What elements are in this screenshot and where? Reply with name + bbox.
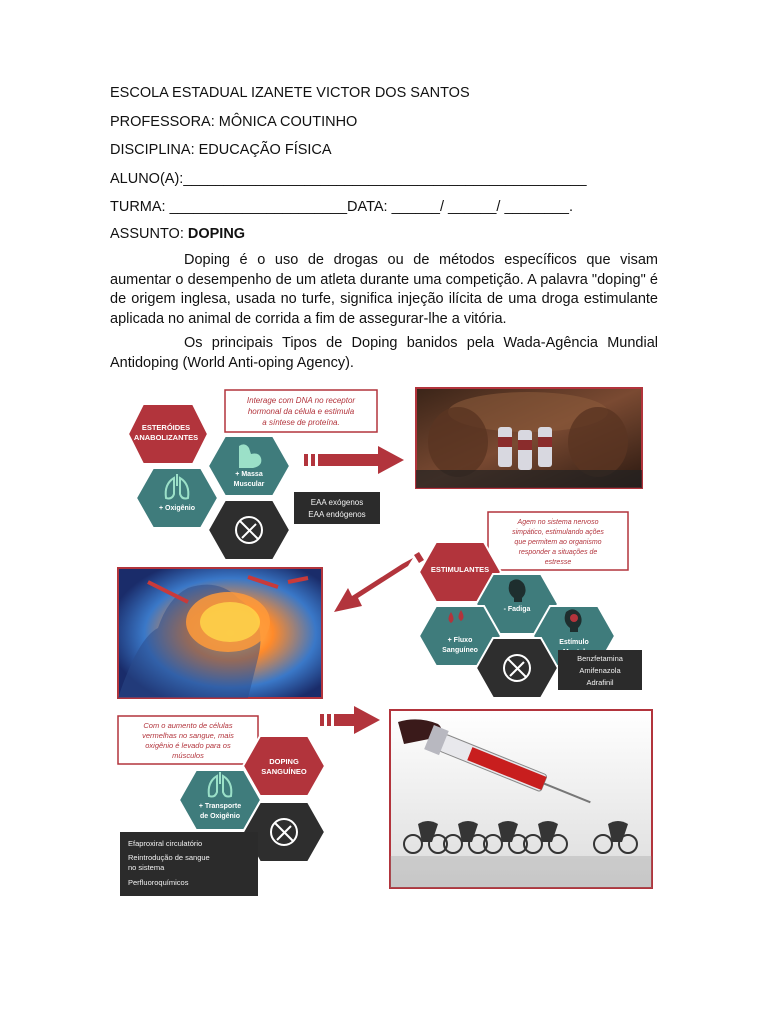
topic-label: ASSUNTO: [110, 226, 188, 242]
class-date-line: TURMA: ______________________DATA: ______/ ______/ ________. [110, 199, 574, 215]
effect-muscle-line2: Muscular [233, 481, 265, 488]
stimulants-note-line1: Agem no sistema nervoso [517, 519, 599, 526]
steroids-category-line1: ESTERÓIDES [141, 423, 191, 432]
blood-note-line3: oxigênio é levado para os [145, 741, 231, 750]
blood-category-line2: SANGUÍNEO [261, 767, 307, 776]
steroids-list-line1: EAA exógenos [310, 498, 364, 507]
blood-note-line1: Com o aumento de células [143, 721, 233, 730]
bodybuilder-photo [416, 388, 642, 488]
effect-oxygen: + Oxigênio [159, 505, 195, 512]
effect-blood-flow-line1: + Fluxo [447, 637, 473, 644]
blood-list-line1: Efaproxiral circulatório [128, 839, 203, 848]
section-blood-doping [118, 706, 652, 896]
paragraph-definition-text: Doping é o uso de drogas ou de métodos específicos que visam aumentar o desempenho de um atleta durante uma competição. A palavra "doping" é de origem inglesa, usada no turfe, significa injeção ilícita de uma droga estimulante aplicada no animal de corrida a fim de assegurar-lhe a vitória. [110, 252, 658, 327]
stimulants-note-line3: que permitem ao organismo [514, 539, 602, 546]
effect-muscle-line1: + Massa [235, 471, 263, 478]
paragraph-types-text: Os principais Tipos de Doping banidos pela Wada-Agência Mundial Antidoping (World Anti-oping Agency). [110, 335, 658, 371]
stimulants-note-line2: simpático, estimulando ações [512, 529, 604, 536]
blood-category-line1: DOPING [269, 757, 299, 766]
steroids-note-line2: hormonal da célula e estimula [247, 407, 355, 416]
topic-value: DOPING [187, 226, 246, 242]
arrow-left-icon [334, 552, 424, 612]
blood-list-line3: no sistema [128, 863, 165, 872]
brain-photo [118, 568, 322, 698]
section-stimulants [118, 512, 642, 698]
arrow-right-icon-2 [320, 706, 380, 734]
doping-infographic [108, 382, 656, 902]
steroids-note-line3: a síntese de proteína. [262, 418, 340, 427]
effect-mental-line1: Estímulo [559, 639, 589, 646]
teacher-line: PROFESSORA: MÔNICA COUTINHO [110, 114, 358, 130]
steroids-category-line2: ANABOLIZANTES [133, 433, 199, 442]
paragraph-definition [110, 251, 658, 329]
stimulants-category: ESTIMULANTES [430, 565, 490, 574]
blood-list-line4: Perfluoroquímicos [128, 878, 189, 887]
subject-line: DISCIPLINA: EDUCAÇÃO FÍSICA [110, 142, 332, 158]
blood-category-hex [243, 736, 325, 796]
arrow-right-icon [304, 446, 404, 474]
blood-list-line2: Reintrodução de sangue [128, 853, 210, 862]
steroids-note-line1: Interage com DNA no receptor [246, 396, 356, 405]
stimulants-list-line3: Adrafinil [586, 678, 614, 687]
topic-line [110, 226, 245, 242]
school-name: ESCOLA ESTADUAL IZANETE VICTOR DOS SANTOS [110, 85, 470, 101]
steroids-list-box [294, 492, 380, 524]
blood-note-line2: vermelhas no sangue, mais [142, 731, 234, 740]
steroids-list-line2: EAA endógenos [308, 510, 366, 519]
stimulants-note-line5: estresse [544, 559, 572, 566]
effect-transport-line2: de Oxigênio [199, 813, 241, 820]
effect-transport-line1: + Transporte [198, 803, 242, 810]
stimulants-list-line1: Benzfetamina [577, 654, 623, 663]
effect-fatigue: - Fadiga [503, 606, 531, 613]
stimulants-list-line2: Amifenazola [579, 666, 621, 675]
blood-note-line4: músculos [172, 751, 204, 760]
stimulants-note-line4: responder a situações de [518, 549, 598, 556]
effect-blood-flow-line2: Sanguíneo [442, 647, 478, 654]
paragraph-types [110, 334, 658, 373]
syringe-cyclists-photo [390, 710, 652, 888]
student-line: ALUNO(A):__________________________________________________ [110, 171, 587, 187]
